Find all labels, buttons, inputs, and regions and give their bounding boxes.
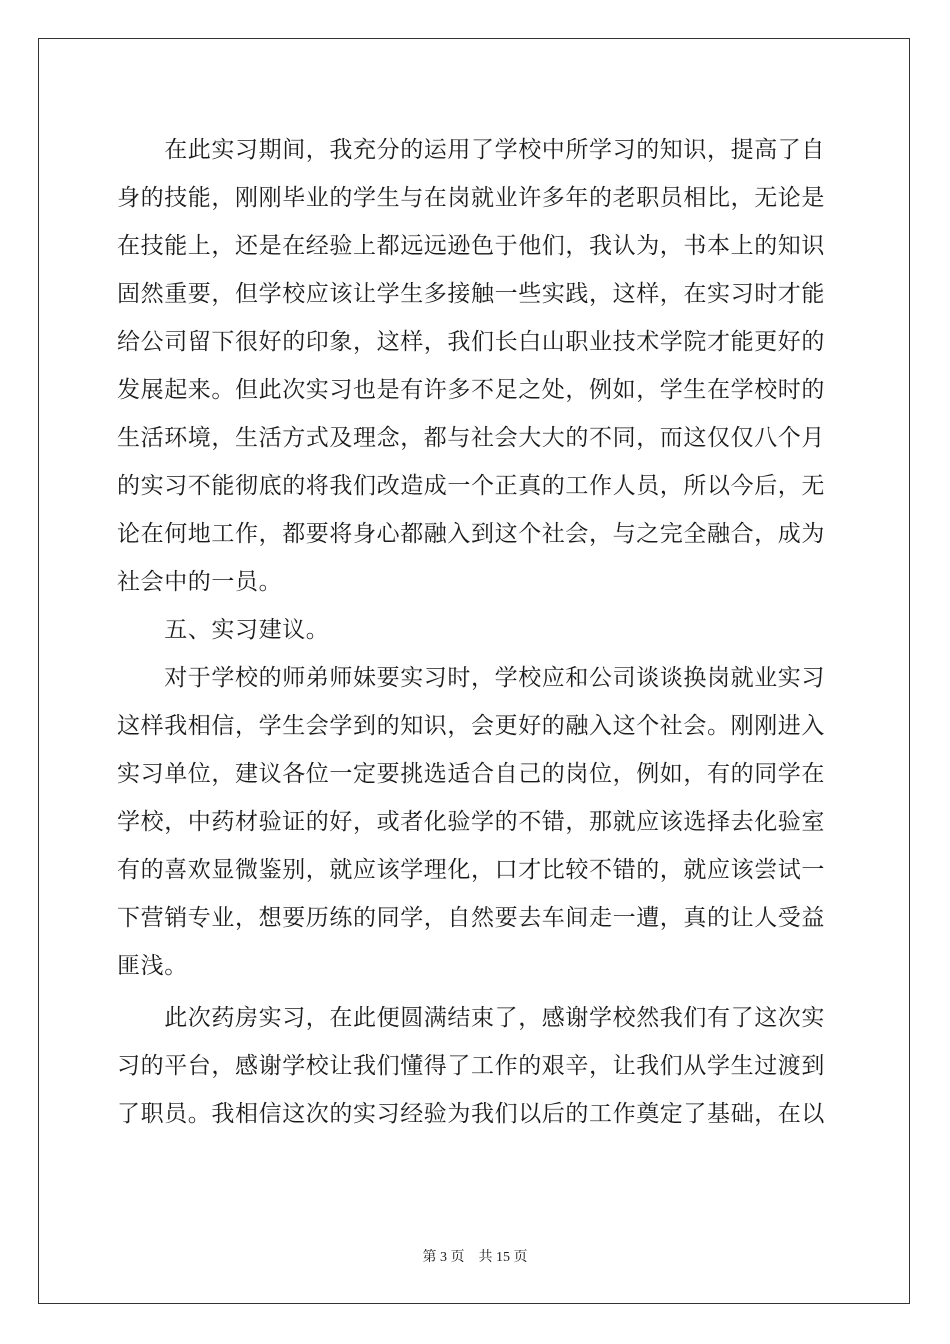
- text-line: 有的喜欢显微鉴别，就应该学理化，口才比较不错的，就应该尝试一: [117, 857, 825, 883]
- text-line: 的实习不能彻底的将我们改造成一个正真的工作人员，所以今后，无: [117, 473, 825, 499]
- text-line: 论在何地工作，都要将身心都融入到这个社会，与之完全融合，成为: [117, 521, 825, 547]
- text-line: 社会中的一员。: [117, 569, 283, 595]
- text-line: 习的平台，感谢学校让我们懂得了工作的艰辛，让我们从学生过渡到: [117, 1053, 825, 1079]
- text-line: 此次药房实习，在此便圆满结束了，感谢学校然我们有了这次实: [117, 1005, 825, 1031]
- text-line: 实习单位，建议各位一定要挑选适合自己的岗位，例如，有的同学在: [117, 761, 825, 787]
- text-line: 学校，中药材验证的好，或者化验学的不错，那就应该选择去化验室: [117, 809, 825, 835]
- text-line: 发展起来。但此次实习也是有许多不足之处，例如，学生在学校时的: [117, 377, 825, 403]
- text-line: 在技能上，还是在经验上都远远逊色于他们，我认为，书本上的知识: [117, 233, 825, 259]
- text-line: 身的技能，刚刚毕业的学生与在岗就业许多年的老职员相比，无论是: [117, 185, 825, 211]
- text-line: 这样我相信，学生会学到的知识，会更好的融入这个社会。刚刚进入: [117, 713, 825, 739]
- text-line: 给公司留下很好的印象，这样，我们长白山职业技术学院才能更好的: [117, 329, 825, 355]
- text-line: 下营销专业，想要历练的同学，自然要去车间走一遭，真的让人受益: [117, 905, 825, 931]
- text-line: 对于学校的师弟师妹要实习时，学校应和公司谈谈换岗就业实习: [117, 665, 825, 691]
- text-line: 固然重要，但学校应该让学生多接触一些实践，这样，在实习时才能: [117, 281, 825, 307]
- document-body: [117, 126, 833, 1138]
- page-number-footer: 第 3 页 共 15 页: [422, 1250, 528, 1265]
- section-heading: 五、实习建议。: [117, 617, 330, 643]
- text-line: 了职员。我相信这次的实习经验为我们以后的工作奠定了基础，在以: [117, 1101, 825, 1127]
- text-line: 生活环境，生活方式及理念，都与社会大大的不同，而这仅仅八个月: [117, 425, 825, 451]
- text-line: 在此实习期间，我充分的运用了学校中所学习的知识，提高了自: [117, 137, 825, 163]
- text-line: 匪浅。: [117, 953, 188, 979]
